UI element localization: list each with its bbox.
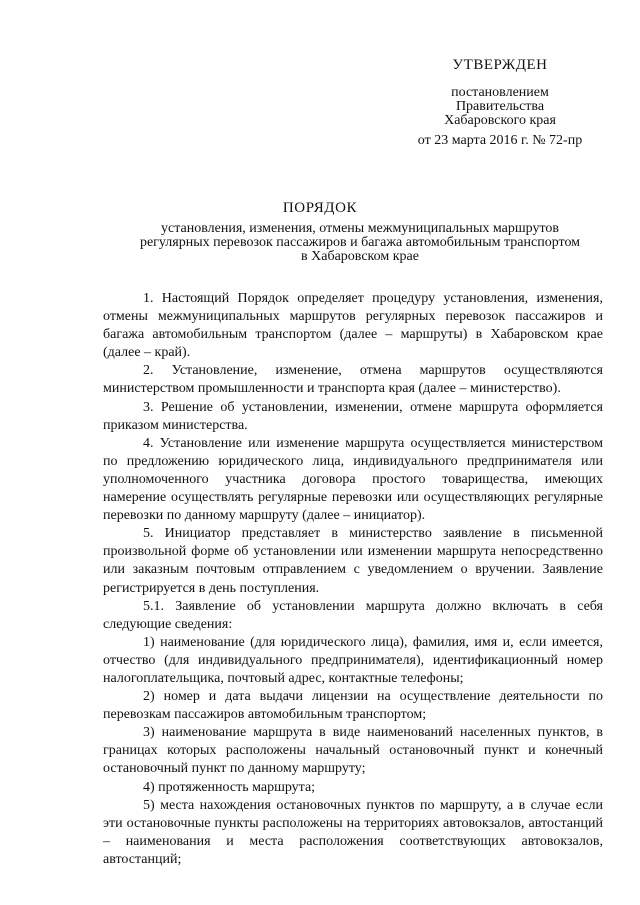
list-item-2: 2) номер и дата выдачи лицензии на осуществление деятельности по перевозкам пассажиров автомобильным транспортом; (103, 689, 603, 723)
list-item-4: 4) протяженность маршрута; (143, 779, 316, 795)
paragraph-5-1: 5.1. Заявление об установлении маршрута должно включать в себя следующие сведения: (103, 598, 603, 632)
list-item-1: 1) наименование (для юридического лица), фамилия, имя и, если имеется, отчество (для индивидуального предпринимателя), идентификационный номер налогоплательщика, почтовый адрес, контактные телефоны; (103, 634, 603, 686)
approval-line-2: Правительства (455, 99, 545, 114)
paragraph-1: 1. Настоящий Порядок определяет процедуру установления, изменения, отмены межмуниципальных маршрутов регулярных перевозок пассажиров и багажа автомобильным транспортом (далее – маршруты) в Хабаровском крае (далее – край). (103, 291, 603, 361)
approval-line-1: постановлением (451, 85, 549, 100)
paragraph-2: 2. Установление, изменение, отмена маршрутов осуществляются министерством промышленности и транспорта края (далее – министерство). (103, 363, 603, 397)
approval-heading: УТВЕРЖДЕН (452, 57, 548, 73)
document-body (103, 290, 603, 869)
document-subtitle (100, 222, 620, 264)
approval-line-3: Хабаровского края (444, 113, 556, 128)
approval-block (400, 58, 600, 148)
subtitle-line-2: регулярных перевозок пассажиров и багажа автомобильным транспортом (139, 235, 581, 250)
subtitle-line-1: установления, изменения, отмены межмуниципальных маршрутов (161, 221, 559, 236)
paragraph-4: 4. Установление или изменение маршрута осуществляется министерством по предложению юридического лица, индивидуального предпринимателя или уполномоченного участника договора простого товарищества, имеющих намерение осуществлять регулярные перевозки или осуществляющих регулярные перевозки по данному маршруту (далее – инициатор). (103, 435, 603, 524)
list-item-5: 5) места нахождения остановочных пунктов по маршруту, а в случае если эти остановочные пункты расположены на территориях автовокзалов, автостанций – наименования и места расположения соответствующих автовокзалов, автостанций; (103, 797, 603, 867)
paragraph-3: 3. Решение об установлении, изменении, отмене маршрута оформляется приказом министерства. (103, 399, 603, 433)
document-title: ПОРЯДОК (282, 200, 358, 216)
subtitle-line-3: в Хабаровском крае (301, 249, 419, 264)
paragraph-5: 5. Инициатор представляет в министерство заявление в письменной произвольной форме об установлении или изменении маршрута непосредственно или заказным почтовым отправлением с уведомлением о вручении. Заявление регистрируется в день поступления. (103, 526, 603, 596)
approval-date: от 23 марта 2016 г. № 72-пр (417, 133, 583, 148)
list-item-3: 3) наименование маршрута в виде наименований населенных пунктов, в границах которых расположены начальный остановочный пункт и конечный остановочный пункт по данному маршруту; (103, 725, 603, 777)
